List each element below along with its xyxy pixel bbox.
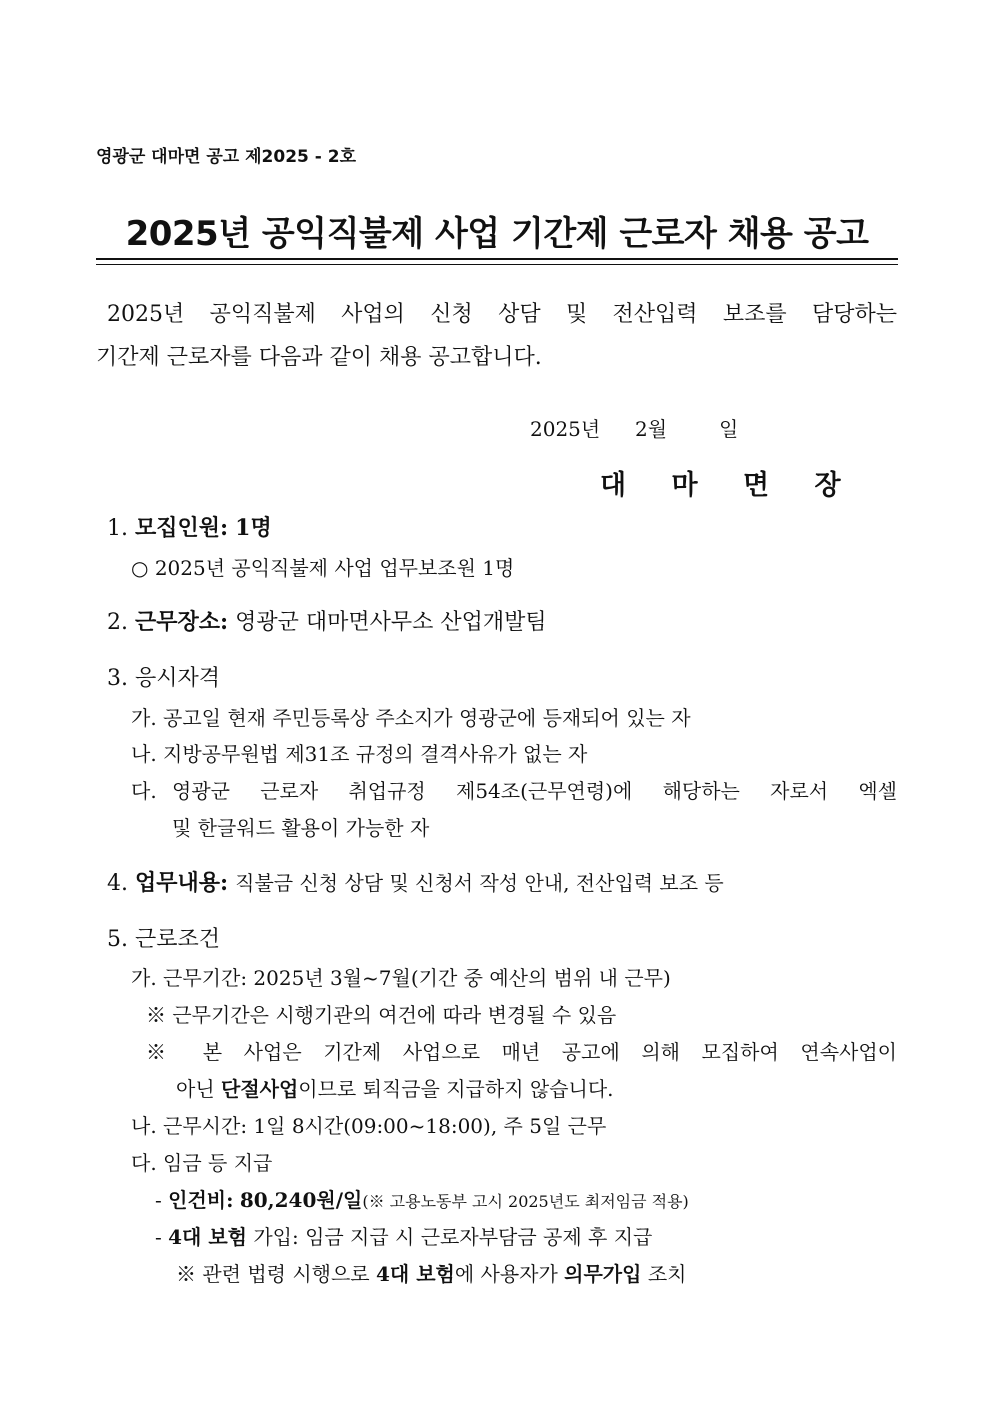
note-text: ※ 관련 법령 시행으로 bbox=[176, 1262, 370, 1286]
section-4-number: 4. bbox=[107, 871, 128, 896]
section-1-number: 1. bbox=[107, 516, 128, 541]
section-3-heading bbox=[107, 661, 220, 692]
section-4-value: 직불금 신청 상담 및 신청서 작성 안내, 전산입력 보조 등 bbox=[235, 871, 724, 895]
dash-icon: - bbox=[155, 1225, 162, 1249]
item-text: 지방공무원법 제31조 규정의 결격사유가 없는 자 bbox=[163, 742, 588, 766]
section-3-item-a bbox=[131, 702, 691, 731]
section-5-item-b bbox=[131, 1110, 606, 1139]
date-year: 2025년 bbox=[530, 417, 601, 441]
date-month: 2월 bbox=[635, 417, 668, 441]
intro-line-1: 2025년 공익직불제 사업의 신청 상담 및 전산입력 보조를 담당하는 bbox=[107, 302, 897, 327]
item-text: 임금 등 지급 bbox=[163, 1151, 273, 1175]
note-emphasis: 4대 보험 bbox=[376, 1262, 455, 1286]
section-1-item bbox=[131, 552, 514, 581]
section-2-heading bbox=[107, 605, 547, 636]
note-emphasis: 의무가입 bbox=[564, 1262, 642, 1286]
note-text: 아닌 bbox=[176, 1077, 221, 1101]
item-marker: 나. bbox=[131, 742, 157, 766]
section-5-item-a bbox=[131, 962, 671, 991]
insurance-line bbox=[155, 1221, 652, 1250]
section-1-label: 모집인원: bbox=[135, 515, 229, 541]
intro-line-2: 기간제 근로자를 다음과 같이 채용 공고합니다. bbox=[96, 345, 542, 370]
section-3-label: 응시자격 bbox=[135, 666, 221, 691]
note-text: 에 사용자가 bbox=[454, 1262, 558, 1286]
section-1-item-text: 2025년 공익직불제 사업 업무보조원 1명 bbox=[154, 556, 515, 580]
wage-value: 80,240원/일 bbox=[239, 1188, 363, 1212]
section-1-heading bbox=[107, 511, 272, 542]
section-3-item-c-line-2: 및 한글워드 활용이 가능한 자 bbox=[172, 816, 430, 840]
note-emphasis: 단절사업 bbox=[221, 1077, 299, 1101]
wage-line bbox=[155, 1184, 689, 1213]
issuer-name: 대 마 면 장 bbox=[600, 470, 859, 501]
insurance-text: 가입: 임금 지급 시 근로자부담금 공제 후 지급 bbox=[253, 1225, 653, 1249]
note-text: 조치 bbox=[647, 1262, 687, 1286]
item-marker-c: 다. bbox=[131, 779, 157, 803]
section-5-label: 근로조건 bbox=[135, 927, 221, 952]
insurance-label: 4대 보험 bbox=[168, 1225, 247, 1249]
section-3-item-b bbox=[131, 738, 587, 767]
item-text: 근무시간: 1일 8시간(09:00~18:00), 주 5일 근무 bbox=[163, 1114, 607, 1138]
dash-icon: - bbox=[155, 1188, 162, 1212]
date-day: 일 bbox=[719, 417, 739, 441]
section-4-label: 업무내용: bbox=[135, 870, 229, 896]
section-3-item-c-line-1: 영광군 근로자 취업규정 제54조(근무연령)에 해당하는 자로서 엑셀 bbox=[172, 779, 897, 803]
wage-note: (※ 고용노동부 고시 2025년도 최저임금 적용) bbox=[362, 1192, 689, 1211]
title-underline bbox=[96, 258, 898, 265]
section-2-label: 근무장소: bbox=[135, 609, 229, 635]
item-text: 근무기간: 2025년 3월~7월(기간 중 예산의 범위 내 근무) bbox=[163, 966, 671, 990]
section-5-note-1: ※ 근무기간은 시행기관의 여건에 따라 변경될 수 있음 bbox=[146, 1003, 617, 1027]
item-marker: 나. bbox=[131, 1114, 157, 1138]
wage-label: 인건비: bbox=[168, 1188, 234, 1212]
notice-number: 영광군 대마면 공고 제2025 - 2호 bbox=[96, 147, 357, 167]
section-2-value: 영광군 대마면사무소 산업개발팀 bbox=[235, 610, 547, 635]
item-marker: 가. bbox=[131, 966, 157, 990]
item-marker: 다. bbox=[131, 1151, 157, 1175]
section-5-heading bbox=[107, 922, 220, 953]
section-2-number: 2. bbox=[107, 610, 128, 635]
section-5-note-2-line-2 bbox=[176, 1073, 614, 1102]
section-1-value: 1명 bbox=[235, 515, 272, 541]
section-3-number: 3. bbox=[107, 666, 128, 691]
section-5-number: 5. bbox=[107, 927, 128, 952]
note-text: 이므로 퇴직금을 지급하지 않습니다. bbox=[298, 1077, 614, 1101]
circle-bullet-icon: ○ bbox=[131, 556, 149, 580]
item-text: 공고일 현재 주민등록상 주소지가 영광군에 등재되어 있는 자 bbox=[163, 706, 691, 730]
section-5-item-c bbox=[131, 1147, 272, 1176]
section-4-heading bbox=[107, 866, 724, 897]
page-title: 2025년 공익직불제 사업 기간제 근로자 채용 공고 bbox=[125, 214, 869, 254]
item-marker: 가. bbox=[131, 706, 157, 730]
insurance-note bbox=[176, 1258, 686, 1287]
section-5-note-2-line-1: ※ 본 사업은 기간제 사업으로 매년 공고에 의해 모집하여 연속사업이 bbox=[146, 1040, 897, 1064]
